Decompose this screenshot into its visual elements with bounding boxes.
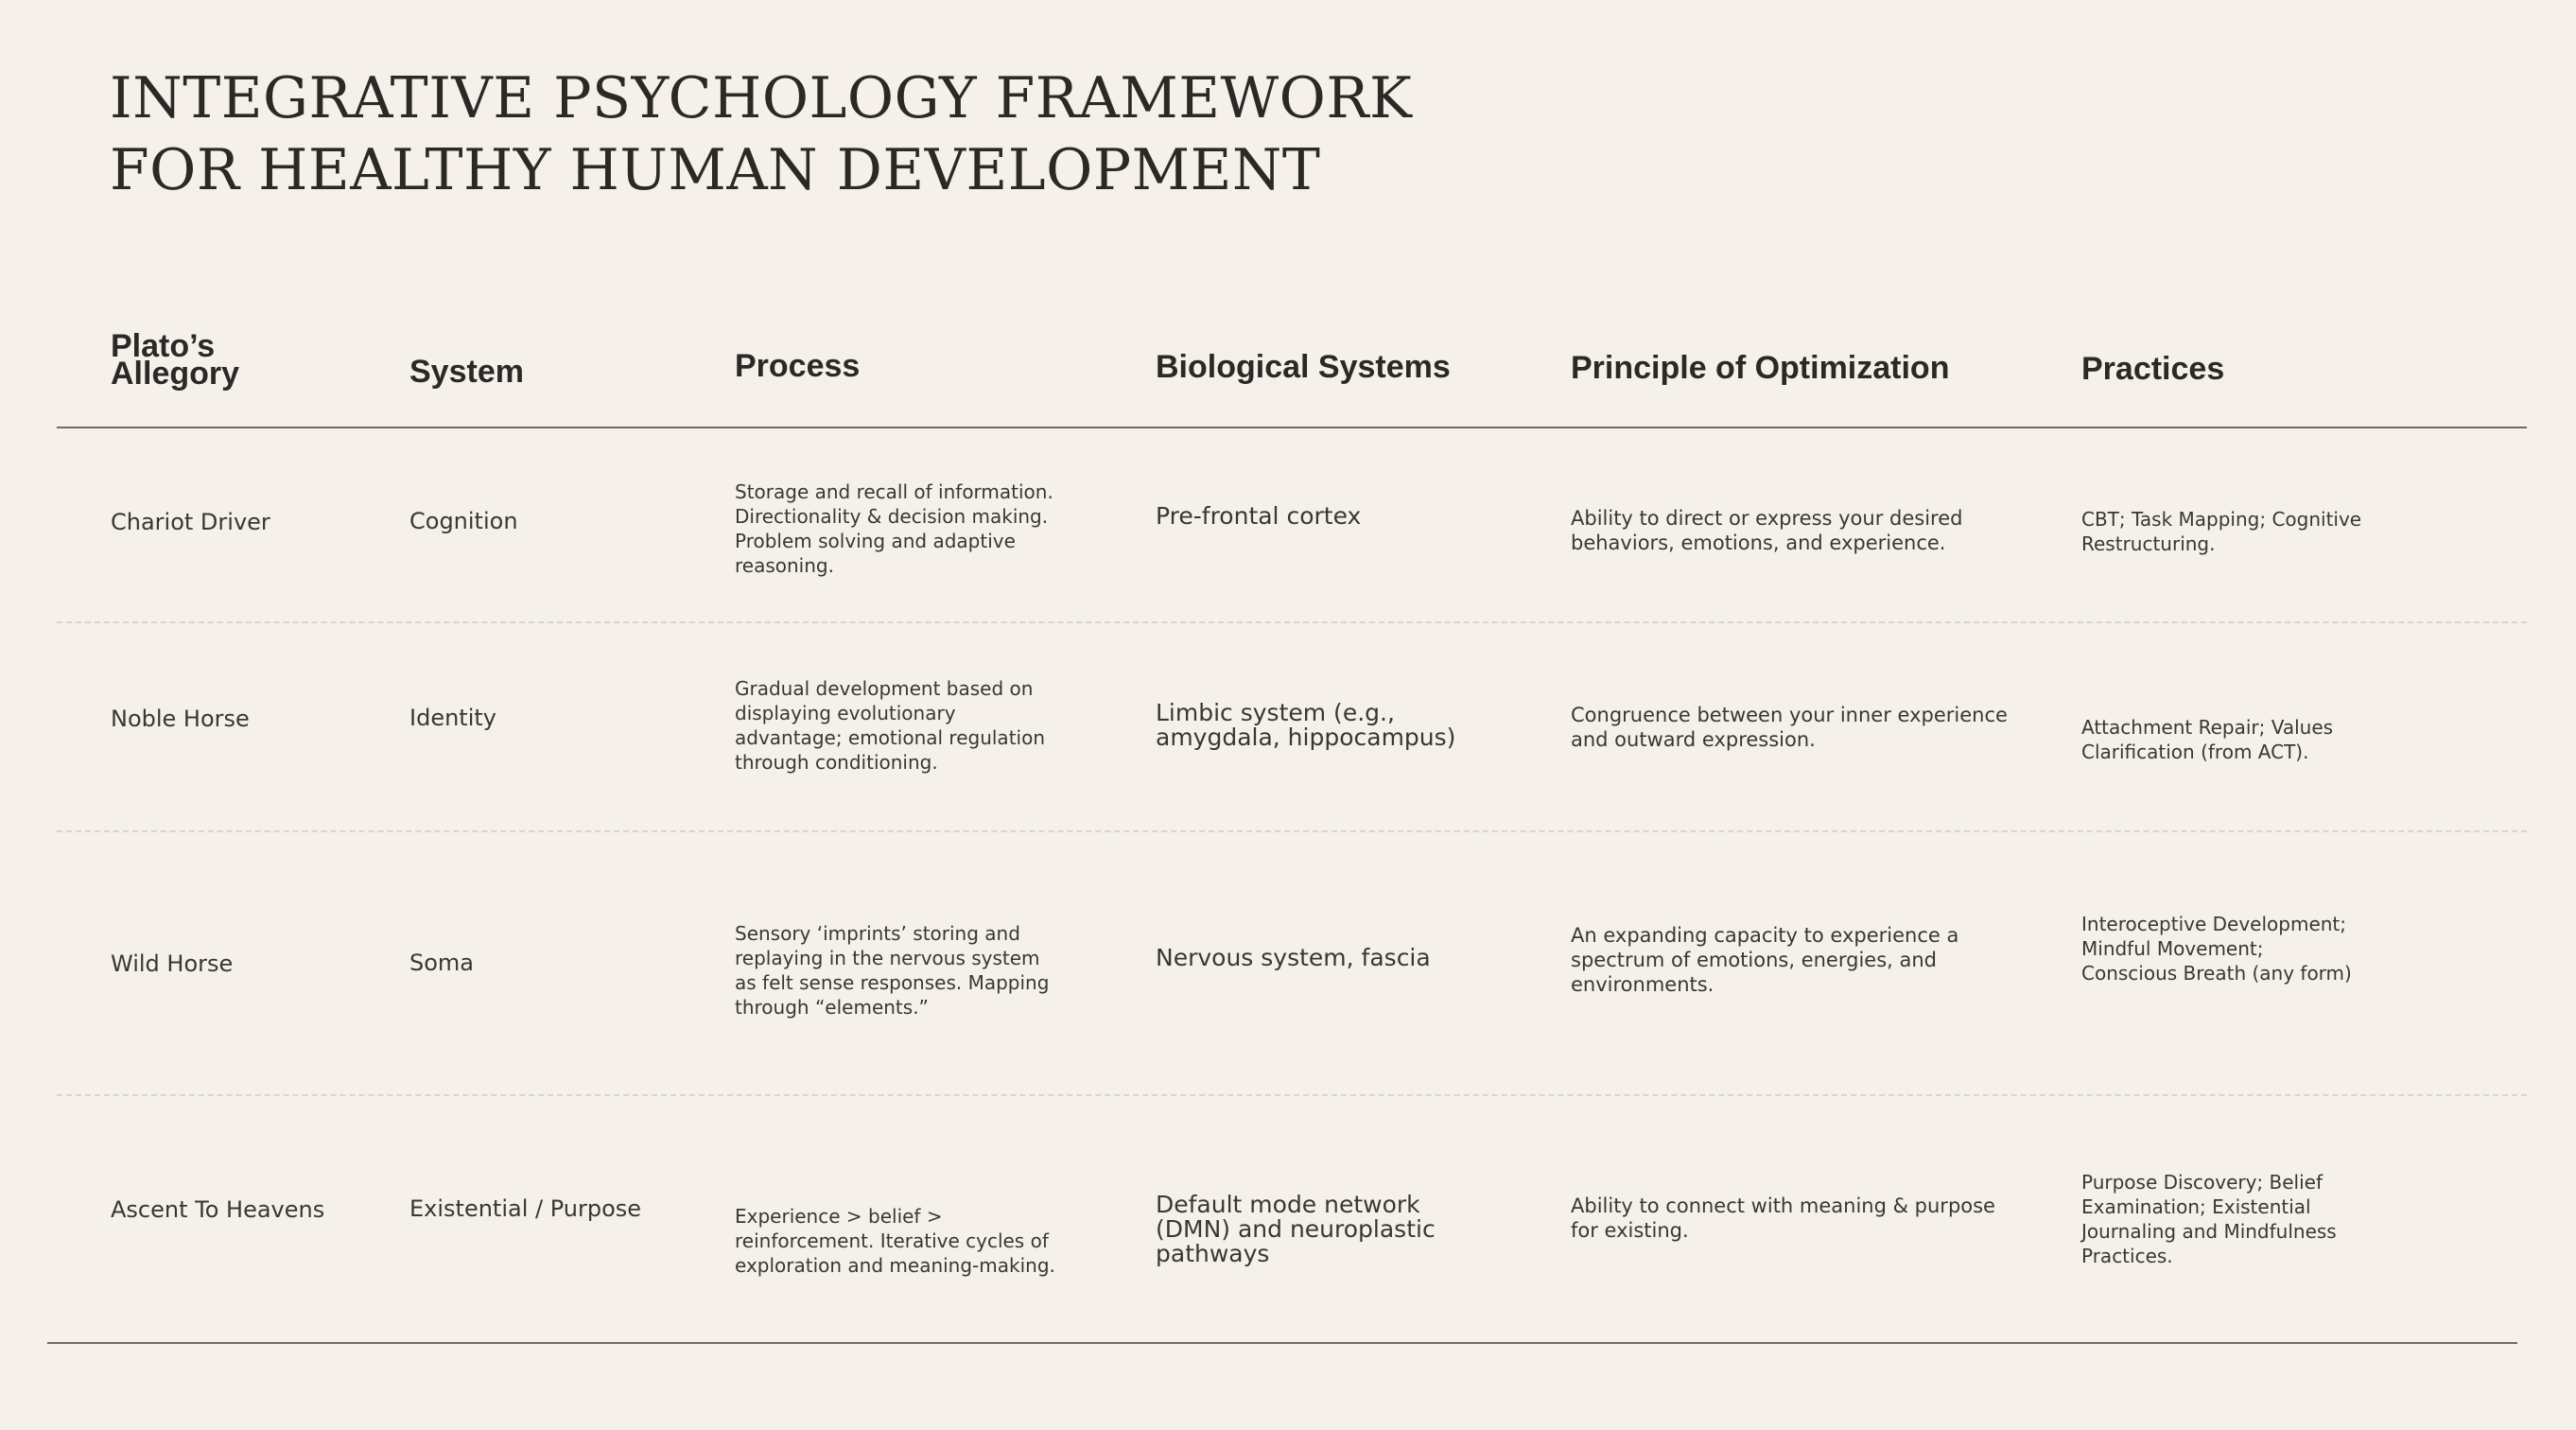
cell-process: Storage and recall of information. Directionality & decision making. Problem solving and adaptive reasoning. — [735, 480, 1053, 577]
cell-practices: Attachment Repair; Values Clarification (from ACT). — [2081, 716, 2334, 763]
cell-allegory: Wild Horse — [111, 950, 234, 977]
cell-practices: CBT; Task Mapping; Cognitive Restructuring. — [2081, 508, 2362, 555]
cell-biological-systems: Nervous system, fascia — [1156, 944, 1431, 971]
cell-allegory: Noble Horse — [111, 706, 250, 732]
cell-process: Experience > belief > reinforcement. Iterative cycles of exploration and meaning-making. — [735, 1205, 1055, 1277]
header-divider — [57, 427, 2527, 428]
header-process: Process — [735, 348, 861, 384]
cell-biological-systems: Default mode network (DMN) and neuroplastic pathways — [1156, 1191, 1436, 1267]
cell-process: Gradual development based on displaying evolutionary advantage; emotional regulation through conditioning. — [735, 677, 1045, 774]
cell-allegory: Chariot Driver — [111, 509, 270, 535]
header-practices: Practices — [2081, 351, 2225, 387]
row-divider — [57, 830, 2527, 832]
cell-practices: Purpose Discovery; Belief Examination; Existential Journaling and Mindfulness Practices. — [2081, 1171, 2337, 1267]
page-title-line-2: FOR HEALTHY HUMAN DEVELOPMENT — [110, 137, 1321, 203]
header-biological-systems: Biological Systems — [1156, 349, 1451, 385]
cell-practices: Interoceptive Development; Mindful Movement; Conscious Breath (any form) — [2081, 913, 2352, 985]
page-title-line-1: INTEGRATIVE PSYCHOLOGY FRAMEWORK — [110, 65, 1413, 131]
cell-principle: Congruence between your inner experience and outward expression. — [1571, 704, 2008, 751]
cell-system: Identity — [409, 705, 496, 731]
cell-principle: Ability to connect with meaning & purpose for existing. — [1571, 1195, 1995, 1242]
cell-system: Soma — [409, 950, 475, 976]
header-system: System — [409, 354, 524, 390]
cell-process: Sensory ‘imprints’ storing and replaying in the nervous system as felt sense responses. Mapping through “elements.” — [735, 922, 1050, 1019]
cell-allegory: Ascent To Heavens — [111, 1196, 325, 1223]
header-principle-of-optimization: Principle of Optimization — [1571, 350, 1950, 386]
row-divider — [57, 621, 2527, 623]
cell-system: Cognition — [409, 508, 518, 534]
row-divider — [57, 1094, 2527, 1096]
cell-principle: An expanding capacity to experience a spectrum of emotions, energies, and environments. — [1571, 924, 1959, 996]
header-platos-allegory: Plato’s Allegory — [111, 328, 240, 392]
cell-system: Existential / Purpose — [409, 1195, 642, 1222]
cell-biological-systems: Pre-frontal cortex — [1156, 502, 1362, 530]
cell-principle: Ability to direct or express your desired behaviors, emotions, and experience. — [1571, 507, 1963, 554]
table-bottom-rule — [47, 1342, 2517, 1344]
cell-biological-systems: Limbic system (e.g., amygdala, hippocampus) — [1156, 699, 1456, 751]
